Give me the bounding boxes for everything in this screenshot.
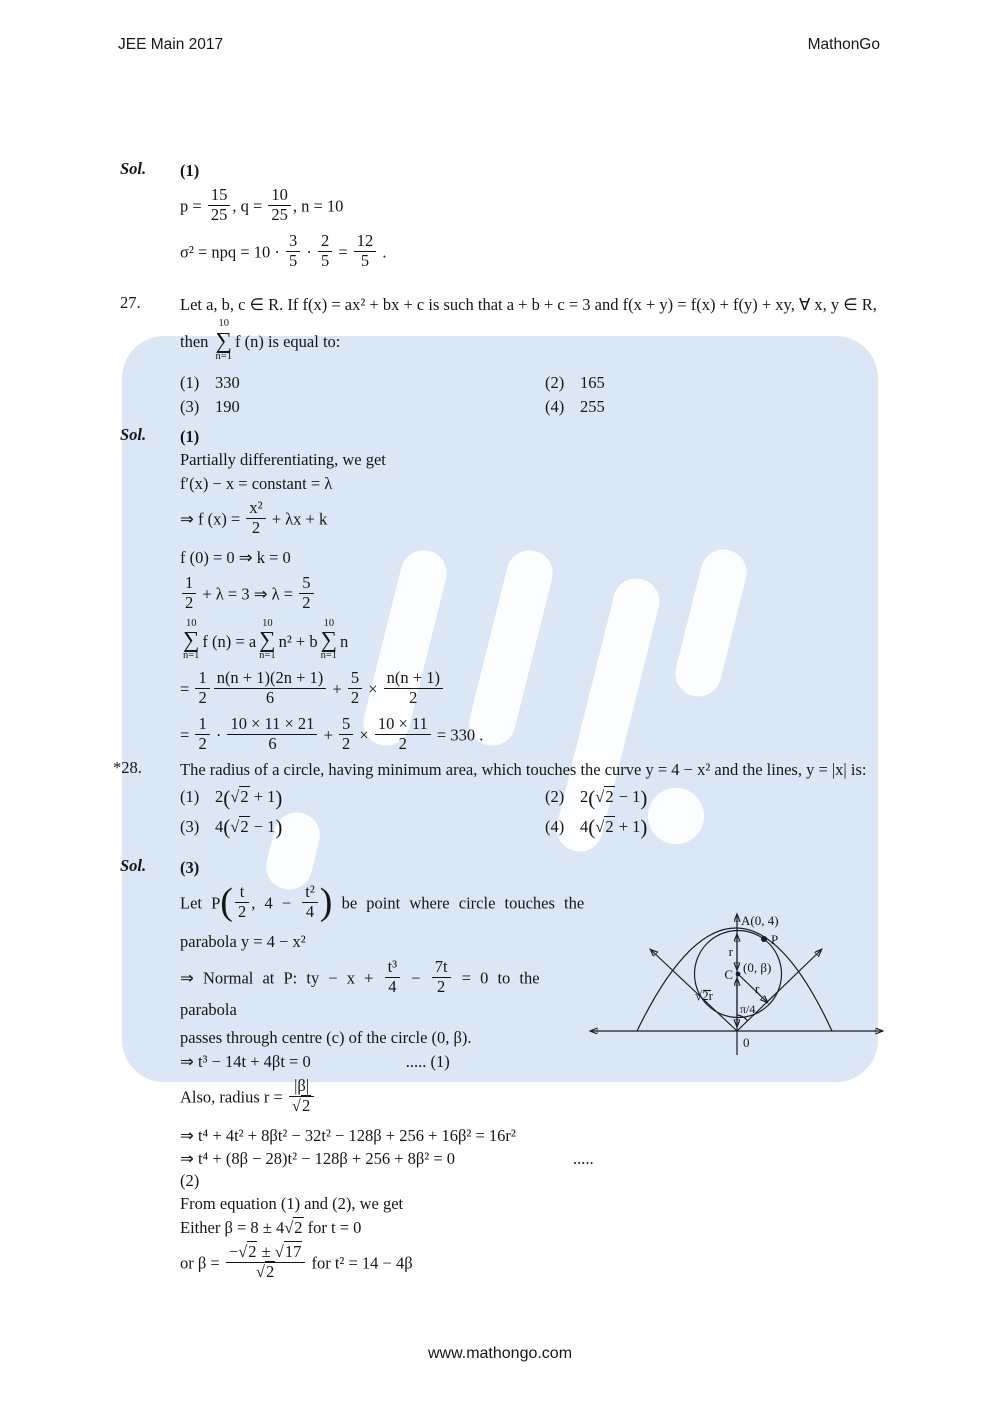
option-3: (3) 190 xyxy=(180,396,240,416)
solution-text: parabola y = 4 − x² xyxy=(180,932,306,952)
solution-26 xyxy=(120,158,880,280)
sqrt: √2 xyxy=(595,787,614,807)
equation-line: ⇒ t⁴ + (8β − 28)t² − 128β + 256 + 8β² = 0 ..... (2) xyxy=(180,1149,594,1190)
sqrt: √17 xyxy=(274,1242,302,1262)
summation: 10 ∑ n=1 xyxy=(259,617,276,661)
solution-text: From equation (1) and (2), we get xyxy=(180,1194,404,1214)
equation-line: Also, radius r = $\frac{|\beta|}{√2}$ xyxy=(180,1079,600,1118)
sqrt: √2 xyxy=(595,816,614,836)
fraction: $\frac{5}{2}$ xyxy=(299,574,313,613)
center-point xyxy=(736,972,741,977)
question-text-sum: then 10 ∑ n=1 f (n) is equal to: xyxy=(180,318,341,362)
label-r-diagonal: r xyxy=(755,981,760,996)
sqrt: √2 xyxy=(255,1262,275,1282)
options-row xyxy=(180,396,890,417)
solution-text: passes through centre (c) of the circle (0, β). xyxy=(180,1028,472,1048)
footer-url: www.mathongo.com xyxy=(427,1345,573,1362)
fraction: $\frac{\text{t²}}{4}$ xyxy=(302,883,318,922)
equation-line: or β = $\frac{-√2 \pm √17}{√2}$ for t² = 14 − 4β xyxy=(180,1242,413,1282)
fraction: $\frac{10}{25}$ xyxy=(268,186,291,225)
header-brand: MathonGo xyxy=(807,36,880,53)
question-number: 27. xyxy=(120,293,141,312)
fraction: $\frac{2}{5}$ xyxy=(318,232,332,271)
radius-diagonal-arrow xyxy=(738,974,767,1002)
parabola-curve xyxy=(637,928,832,1031)
fraction: $\frac{|\beta|}{√2}$ xyxy=(289,1077,314,1116)
equation-line: ⇒ t⁴ + 4t² + 8βt² − 32t² − 128β + 256 + 16β² = 16r² xyxy=(180,1126,516,1145)
solution-label: Sol. xyxy=(120,425,147,444)
fraction: $\frac{n(n + 1)(2n + 1)}{6}$ xyxy=(214,669,327,708)
option-4: (4) 255 xyxy=(545,396,605,416)
label-angle: π/4 xyxy=(740,1002,756,1016)
fraction: $\frac{1}{2}$ xyxy=(182,574,196,613)
label-P: P xyxy=(771,932,779,947)
solution-label: Sol. xyxy=(120,856,147,875)
option-1: (1) 330 xyxy=(180,373,240,393)
fraction: $\frac{10 \times 11 \times 21}{6}$ xyxy=(227,715,317,754)
equation-line: f (0) = 0 ⇒ k = 0 xyxy=(180,548,291,568)
answer-number: (3) xyxy=(180,858,200,877)
fraction: $\frac{\text{x²}}{2}$ xyxy=(246,499,265,538)
solution-text: Partially differentiating, we get xyxy=(180,450,386,470)
question-28 xyxy=(113,757,903,839)
equation-line: = $\frac{1}{2}$ · $\frac{10 \times 11 \times 21}{6}$ + $\frac{5}{2}$ × $\frac{10 \times 11}{2}$ = 330 . xyxy=(180,714,484,754)
fraction: $\frac{15}{25}$ xyxy=(208,186,231,225)
solution-28 xyxy=(120,855,600,1291)
question-text: Let a, b, c ∈ R. If f(x) = ax² + bx + c is such that a + b + c = 3 and f(x + y) = f(x) + f(y) + xy, ∀ x, y ∈ R, xyxy=(180,295,877,314)
fraction: $\frac{7t}{2}$ xyxy=(432,958,451,997)
summation: 10 ∑ n=1 xyxy=(183,617,200,661)
options-row xyxy=(180,372,890,393)
sqrt: √2 xyxy=(230,816,249,836)
answer-number: (1) xyxy=(180,427,200,446)
equation-line: f′(x) − x = constant = λ xyxy=(180,473,333,493)
fraction: $\frac{10 \times 11}{2}$ xyxy=(375,715,431,754)
sqrt: √2 xyxy=(238,1242,257,1262)
equation-line: Either β = 8 ± 4√2 for t = 0 xyxy=(180,1217,362,1237)
options-row xyxy=(180,815,903,840)
solution-label: Sol. xyxy=(120,159,147,178)
sqrt: √2 xyxy=(284,1217,303,1237)
fraction: $\frac{n(n + 1)}{2}$ xyxy=(384,669,443,708)
options-row xyxy=(180,785,903,810)
fraction: $\frac{\text{t³}}{4}$ xyxy=(385,958,401,997)
solution-27 xyxy=(120,424,880,763)
option-1: (1) 2(√2 + 1) xyxy=(180,785,283,810)
label-r-top: r xyxy=(728,944,733,959)
answer-number: (1) xyxy=(180,161,200,180)
equation-line: p = $\frac{15}{25}$ , q = $\frac{10}{25}$ , n = 10 xyxy=(180,185,344,225)
equation-line: ⇒ t³ − 14t + 4βt = 0 ..... (1) xyxy=(180,1051,450,1071)
label-C: C xyxy=(724,967,733,982)
option-2: (2) 165 xyxy=(545,373,605,393)
circle-parabola-diagram xyxy=(585,893,895,1075)
summation: 10 ∑ n=1 xyxy=(320,617,338,661)
equation-line: 10 ∑ n=1 f (n) = a 10 ∑ n=1 n² + b 10 ∑ n=1 n xyxy=(183,617,349,661)
equation-line: σ² = npq = 10 · $\frac{3}{5}$ · $\frac{2}{5}$ = $\frac{12}{5}$ . xyxy=(180,231,387,271)
label-center-coords: (0, β) xyxy=(743,960,772,975)
summation: 10 ∑ n=1 xyxy=(215,318,232,362)
fraction: $\frac{5}{2}$ xyxy=(339,715,353,754)
fraction: $\frac{1}{2}$ xyxy=(195,669,209,708)
solution-text: Let P( $\frac{t}{2}$ , 4 − $\frac{\text{t²}}{4}$ ) be point where circle touches the xyxy=(180,880,585,923)
option-2: (2) 2(√2 − 1) xyxy=(545,785,648,810)
equation-line: = $\frac{1}{2}$ $\frac{n(n + 1)(2n + 1)}{6}$ + $\frac{5}{2}$ × $\frac{n(n + 1)}{2}$ xyxy=(180,671,880,710)
label-origin: 0 xyxy=(743,1035,750,1050)
fraction: $\frac{-√2 \pm √17}{√2}$ xyxy=(226,1243,306,1282)
fraction: $\frac{3}{5}$ xyxy=(286,232,300,271)
equation-line: ⇒ Normal at P: ty − x + $\frac{\text{t³}}{4}$ − $\frac{7t}{2}$ = 0 to the parabola xyxy=(180,956,540,1019)
option-3: (3) 4(√2 − 1) xyxy=(180,815,283,840)
label-A: A(0, 4) xyxy=(741,913,779,928)
option-4: (4) 4(√2 + 1) xyxy=(545,815,648,840)
sqrt: √2 xyxy=(230,787,249,807)
fraction: $\frac{t}{2}$ xyxy=(235,883,249,922)
sqrt: √2 xyxy=(291,1096,311,1116)
fraction: $\frac{5}{2}$ xyxy=(348,669,362,708)
question-27 xyxy=(120,292,890,419)
question-text: The radius of a circle, having minimum area, which touches the curve y = 4 − x² and the lines, y = |x| is: xyxy=(180,760,867,779)
fraction: $\frac{12}{5}$ xyxy=(354,232,377,271)
fraction: $\frac{1}{2}$ xyxy=(195,715,209,754)
equation-line: ⇒ f (x) = $\frac{\text{x²}}{2}$ + λx + k xyxy=(180,498,328,538)
label-sqrt2r: √2r xyxy=(695,988,713,1003)
header-exam-title: JEE Main 2017 xyxy=(118,36,224,53)
line-y-equals-minus-x xyxy=(651,950,737,1031)
question-number: *28. xyxy=(113,758,142,777)
point-P xyxy=(761,936,767,942)
equation-line: $\frac{1}{2}$ + λ = 3 ⇒ λ = $\frac{5}{2}$ xyxy=(180,576,880,615)
